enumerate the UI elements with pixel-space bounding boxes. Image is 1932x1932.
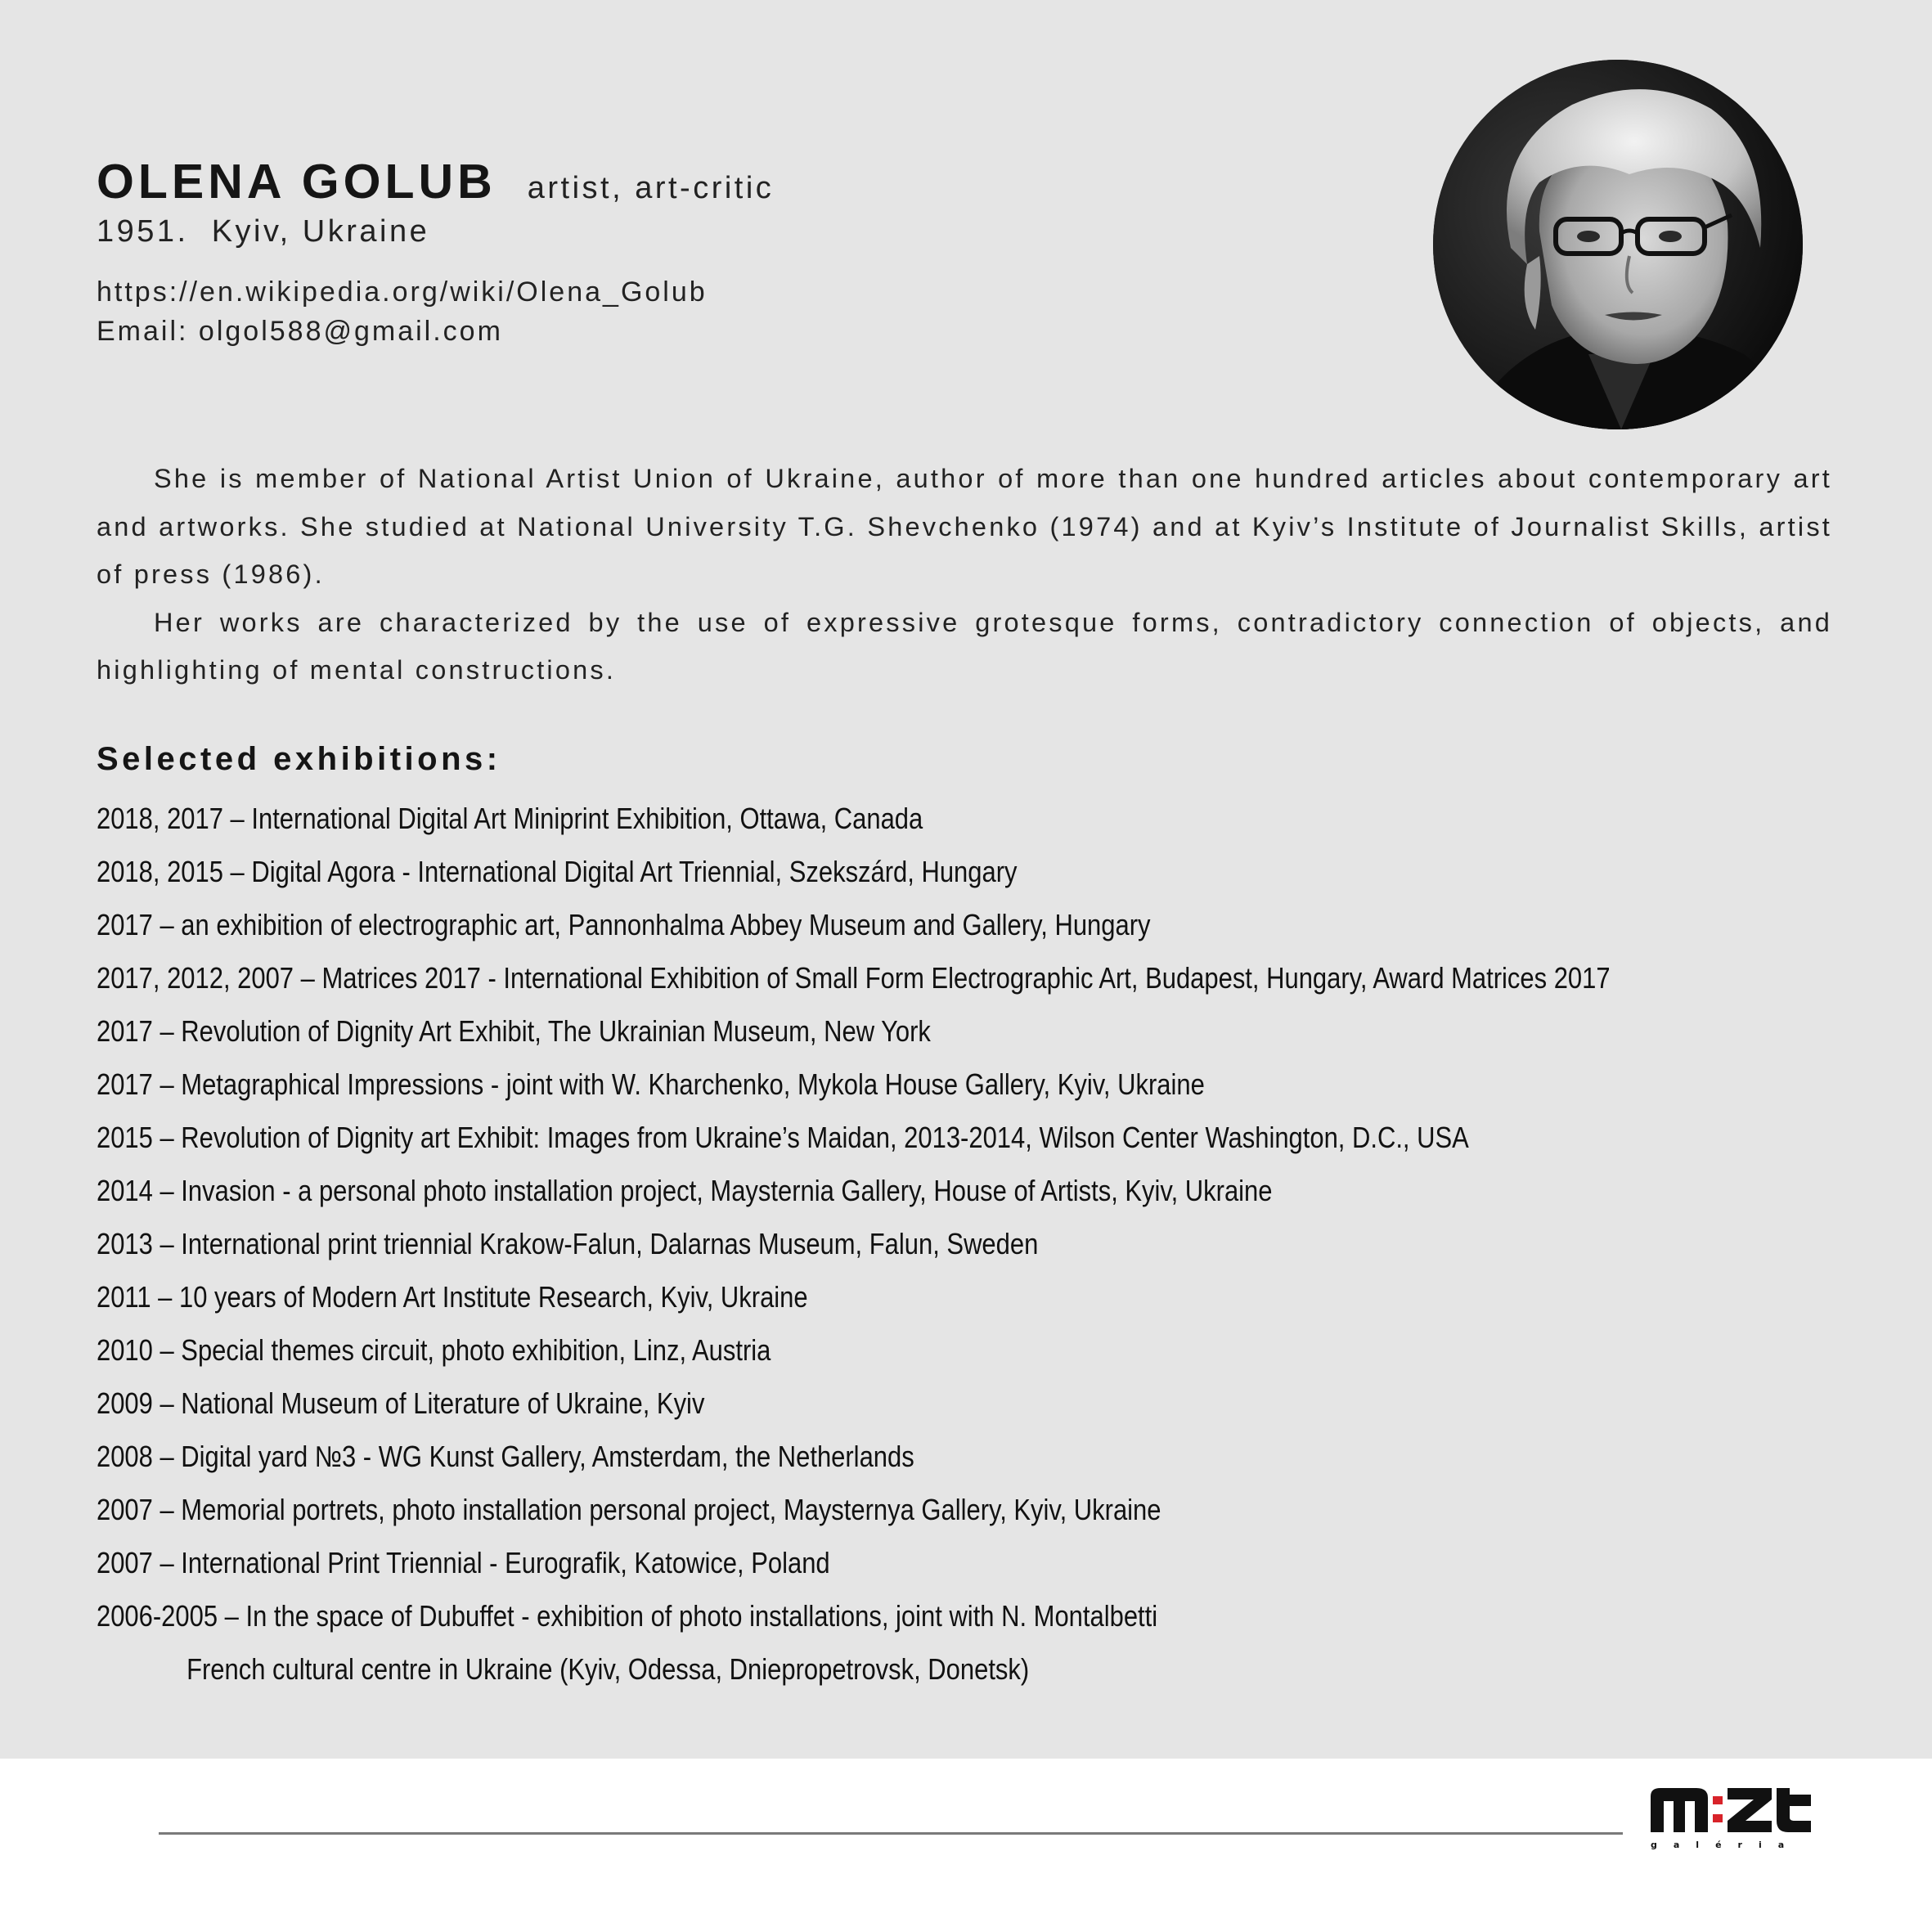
exhibition-item: 2014 – Invasion - a personal photo installation project, Maysternia Gallery, House of Artists, Kyiv, Ukraine xyxy=(97,1174,1273,1207)
exhibition-item: 2006-2005 – In the space of Dubuffet - exhibition of photo installations, joint with N. Montalbetti xyxy=(97,1599,1158,1633)
exhibition-item-continuation: French cultural centre in Ukraine (Kyiv, Odessa, Dniepropetrovsk, Donetsk) xyxy=(186,1652,1030,1686)
exhibition-item: 2013 – International print triennial Krakow-Falun, Dalarnas Museum, Falun, Sweden xyxy=(97,1227,1039,1260)
name-line xyxy=(97,154,774,209)
footer-rule xyxy=(159,1832,1623,1835)
exhibition-item: 2011 – 10 years of Modern Art Institute Research, Kyiv, Ukraine xyxy=(97,1280,808,1314)
portrait-illustration xyxy=(1433,60,1803,429)
exhibition-item: 2018, 2015 – Digital Agora - International Digital Art Triennial, Szekszárd, Hungary xyxy=(97,855,1018,888)
bio-paragraph-1: She is member of National Artist Union of Ukraine, author of more than one hundred articles about contemporary art and artworks. She studied at National University T.G. Shevchenko (1974) and at Kyiv’s Institute of Journalist Skills, artist of press (1986). xyxy=(97,464,1832,589)
artist-header xyxy=(97,154,774,351)
exhibitions-heading: Selected exhibitions: xyxy=(97,741,501,777)
exhibitions-list xyxy=(97,792,1609,1696)
exhibition-item: 2017, 2012, 2007 – Matrices 2017 - International Exhibition of Small Form Electrographic Art, Budapest, Hungary, Award Matrices 2017 xyxy=(97,961,1611,995)
exhibition-item: 2017 – Metagraphical Impressions - joint with W. Kharchenko, Mykola House Gallery, Kyiv, Ukraine xyxy=(97,1067,1205,1101)
exhibition-item: 2018, 2017 – International Digital Art Miniprint Exhibition, Ottawa, Canada xyxy=(97,802,923,835)
exhibition-item: 2017 – an exhibition of electrographic art, Pannonhalma Abbey Museum and Gallery, Hungary xyxy=(97,908,1151,941)
wikipedia-link[interactable]: https://en.wikipedia.org/wiki/Olena_Golub xyxy=(97,276,708,308)
artist-name: OLENA GOLUB xyxy=(97,155,496,209)
mzt-galeria-logo xyxy=(1649,1785,1813,1852)
birth-info: 1951. Kyiv, Ukraine xyxy=(97,214,430,249)
exhibition-item: 2015 – Revolution of Dignity art Exhibit: Images from Ukraine’s Maidan, 2013-2014, Wilson Center Washington, D.C., USA xyxy=(97,1121,1469,1154)
exhibition-item: 2010 – Special themes circuit, photo exhibition, Linz, Austria xyxy=(97,1333,771,1367)
bio-paragraph-2: Her works are characterized by the use of expressive grotesque forms, contradictory connection of objects, and highlighting of mental constructions. xyxy=(97,607,1832,685)
artist-role: artist, art-critic xyxy=(527,171,775,205)
biography xyxy=(97,455,1832,694)
exhibition-item: 2008 – Digital yard №3 - WG Kunst Gallery, Amsterdam, the Netherlands xyxy=(97,1440,914,1473)
exhibition-item: 2007 – International Print Triennial - Eurografik, Katowice, Poland xyxy=(97,1546,830,1579)
exhibition-item: 2007 – Memorial portrets, photo installation personal project, Maysternya Gallery, Kyiv, Ukraine xyxy=(97,1493,1161,1526)
exhibition-item: 2009 – National Museum of Literature of Ukraine, Kyiv xyxy=(97,1386,705,1420)
contact-info xyxy=(97,272,774,351)
portrait-photo xyxy=(1433,60,1803,429)
email-address[interactable]: Email: olgol588@gmail.com xyxy=(97,316,503,347)
svg-text:galéria: galéria xyxy=(1651,1840,1801,1850)
exhibition-item: 2017 – Revolution of Dignity Art Exhibit, The Ukrainian Museum, New York xyxy=(97,1014,931,1048)
